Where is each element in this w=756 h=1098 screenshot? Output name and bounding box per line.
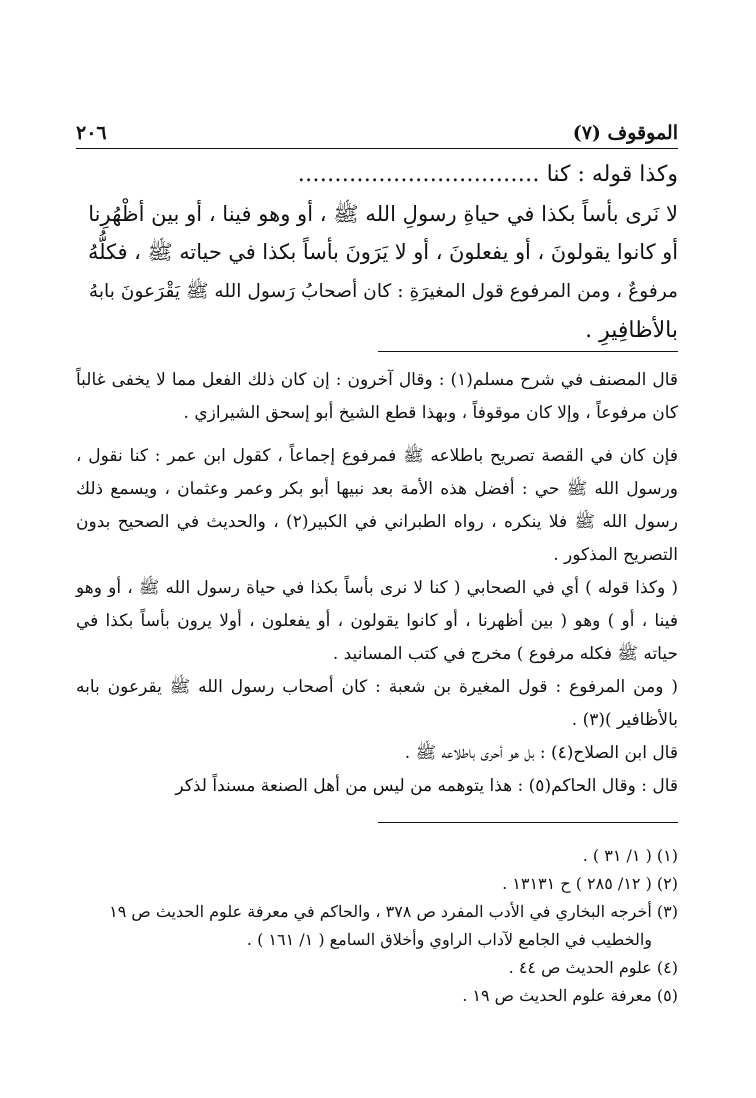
commentary-paragraph: قال : وقال الحاكم(٥) : هذا يتوهمه من ليس من أهل الصنعة مسنداً لذكر [175,776,678,796]
footnotes [76,842,678,1010]
page-number: ٢٠٦ [76,122,107,144]
section-title: (٧) الموقوف [572,122,678,144]
commentary [76,364,678,803]
footnote: (٣) أخرجه البخاري في الأدب المفرد ص ٣٧٨ ، والحاكم في معرفة علوم الحديث ص ١٩ [109,902,678,921]
main-text-line: لا نَرى بأساً بكذا في حياةِ رسولِ الله ﷺ ، أو وهو فينا ، أو بين أظْهُرِنا [88,201,678,226]
main-text-line: أو كانوا يقولونَ ، أو يفعلونَ ، أو لا يَرَونَ بأساً بكذا في حياته ﷺ ، فكلُّهُ [87,240,678,264]
main-text-lead: وكذا قوله : كنا [546,162,678,187]
footnote-divider [378,822,678,823]
commentary-paragraph: فإن كان في القصة تصريح باطلاعه ﷺ فمرفوع إجماعاً ، كقول ابن عمر : كنا نقول ، ورسول الله ﷺ حي : أفضل هذه الأمة بعد نبيها أبو بكر وعمر وعثمان ، ويسمع ذلك رسول الله ﷺ فلا ينكره ، رواه الطبراني في الكبير(٢) ، والحديث في الصحيح بدون التصريح المذكور . [76,446,678,565]
footnote: (١) ( ١/ ٣١ ) . [582,846,678,865]
commentary-paragraph: قال ابن الصلاح(٤) : بل هو أحرى باطلاعه ﷺ . [404,743,678,763]
footnote-continuation: والخطيب في الجامع لآداب الراوي وأخلاق السامع ( ١/ ١٦١ ) . [246,930,652,949]
ellipsis-dots: …………………………… [297,162,540,187]
footnote: (٥) معرفة علوم الحديث ص ١٩ . [462,986,678,1005]
commentary-paragraph: ( وكذا قوله ) أي في الصحابي ( كنا لا نرى بأساً بكذا في حياة رسول الله ﷺ ، أو وهو فينا ، أو ) وهو ( بين أظهرنا ، أو كانوا يقولون ، أو يفعلون ، أولا يرون بأساً بكذا في حياته ﷺ فكله مرفوع ) مخرج في كتب المسانيد . [76,578,678,664]
main-text-line: مرفوعٌ ، ومن المرفوع قول المغيرَةِ : كان أصحابُ رَسول الله ﷺ يَقْرَعونَ بابهُ [88,281,678,302]
main-text-lead-line [76,155,678,194]
page-header [76,118,678,149]
footnote: (٢) ( ١٢/ ٢٨٥ ) ح ١٣١٣١ . [502,874,678,893]
commentary-paragraph: قال المصنف في شرح مسلم(١) : وقال آخرون : إن كان ذلك الفعل مما لا يخفى غالباً كان مرفوعاً ، وإلا كان موقوفاً ، وبهذا قطع الشيخ أبو إسحق الشيرازي . [76,370,678,423]
commentary-paragraph: ( ومن المرفوع : قول المغيرة بن شعبة : كان أصحاب رسول الله ﷺ يقرعون بابه بالأظافير )(٣) . [76,677,678,730]
footnote: (٤) علوم الحديث ص ٤٤ . [508,958,678,977]
main-text-divider [378,351,678,352]
main-text [76,155,678,350]
main-text-line: بالأظافِيرِ . [585,318,678,343]
